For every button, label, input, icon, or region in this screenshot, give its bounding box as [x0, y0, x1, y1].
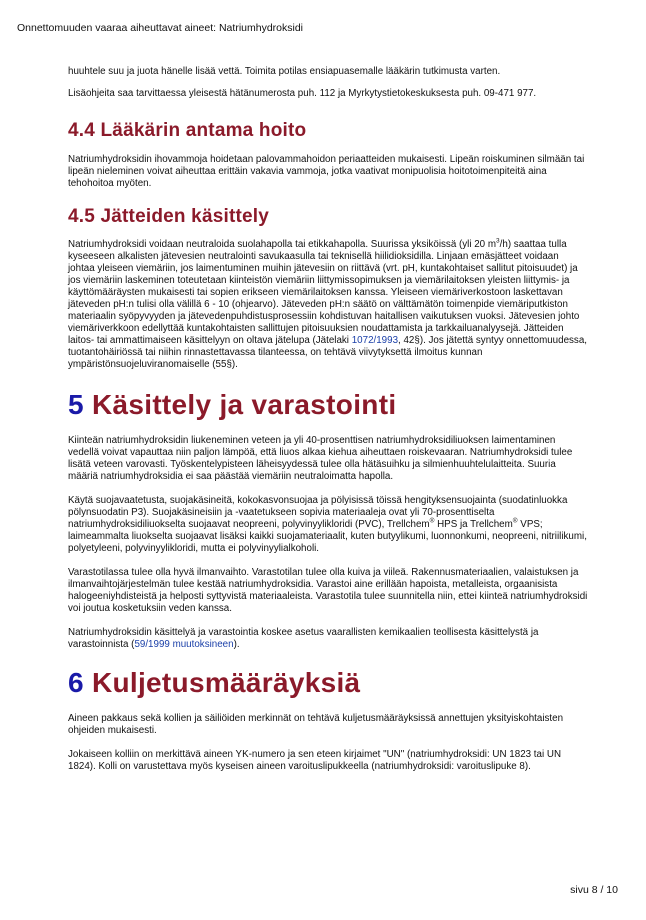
law-link-jatelaki[interactable]: 1072/1993 — [351, 335, 399, 346]
section-5-p4-b: ). — [233, 639, 240, 650]
registered-mark-1: ® — [429, 517, 435, 525]
section-6-title — [68, 667, 588, 699]
paragraph-first-aid: huuhtele suu ja juota hänelle lisää vettä. Toimita potilas ensiapuasemalle lääkärin tutkimusta varten. — [68, 66, 501, 77]
law-link-asetus[interactable]: 59/1999 muutoksineen — [134, 639, 234, 650]
section-5-number: 5 — [68, 389, 84, 420]
section-5-p2-a: Käytä suojavaatetusta, suojakäsineitä, kokokasvonsuojaa ja pölyisissä töissä hengityksensuojainta (suodatinluokka pölynsuodatin P3). Suojakäsineisiin ja -vaatetukseen sopivia materiaaleja ovat yli 70-prosenttiselta natriumhydroksidiliuokselta suojaavat neopreeni, polyvinyylikloridi (PVC), Trellchem — [68, 495, 568, 530]
section-6-number: 6 — [68, 667, 84, 698]
section-4-5-text-a: Natriumhydroksidi voidaan neutraloida suolahapolla tai etikkahapolla. Suurissa yksiköissä (yli 20 m — [68, 239, 497, 250]
section-5-title — [68, 389, 588, 421]
section-4-5-text-c: , 42§). Jos jätettä syntyy onnettomuudessa, tuotantohäiriössä tai niihin rinnastettavassa tilanteessa, on tehtävä viivytyksettä ilmoitus kunnan ympäristönsuojeluviranomaiselle (55§). — [68, 335, 587, 370]
page-number: sivu 8 / 10 — [570, 884, 618, 896]
page-header: Onnettomuuden vaaraa aiheuttavat aineet: Natriumhydroksidi — [17, 22, 304, 34]
section-5-heading: Käsittely ja varastointi — [91, 389, 397, 420]
section-5-paragraph-4 — [68, 627, 588, 651]
section-6-paragraph-1: Aineen pakkaus sekä kollien ja säiliöiden merkinnät on tehtävä kuljetusmääräyksissä annettujen yksityiskohtaisten ohjeiden mukaisesti. — [68, 713, 564, 736]
document-body — [68, 66, 588, 773]
section-5-p4-a: Natriumhydroksidin käsittelyä ja varastointia koskee asetus vaarallisten kemikaalien teollisesta käsittelystä ja varastoinnista ( — [68, 627, 539, 650]
section-5-p2-c: VPS; laimeammalta liuokselta suojaavat lisäksi kaikki suojamateriaalit, kuten butyylikumi, luonnonkumi, neopreeni, nitriilikumi, polyetyleeni, polyvinyylikloridi, mutta ei polyvinyylialkoholi. — [68, 519, 587, 554]
registered-mark-2: ® — [512, 517, 518, 525]
section-6-heading: Kuljetusmääräyksiä — [91, 667, 361, 698]
section-4-4-title: 4.4 Lääkärin antama hoito — [68, 120, 307, 141]
section-5-paragraph-2 — [68, 495, 588, 555]
section-4-5-text-b: /h) saattaa tulla kyseeseen alkalisten jätevesien neutralointi savukaasulla tai teknisellä hiilidioksidilla. Linjaan emäsjätteet voidaan johtaa yleiseen viemäriin, jos laimentuminen muihin jätevesiin on riittävä (vrt. pH, kuntakohtaiset sallitut pitoisuudet) ja jos viemäriin laskeminen toteutetaan kiinteistön viemäriin liittymissopimuksen ja viemärilaitoksen yleisten liittymis- ja käyttömääräysten mukaisesti tai sopien erikseen viemärilaitoksen kanssa. Yleiseen viemäriverkostoon laskettavan jäteveden pH:n tulisi olla välillä 6 - 10 (ohjearvo). Jäteveden pH:n säätö on välttämätön toimenpide viemäriputkiston materiaalin syöpyvyyden ja jätevedenpuhdistusprosessiin kohdistuvan haitallisen vaikutuksen vuoksi. Jätevesien johto viemäriverkkoon edellyttää kuntakohtaisten sallittujen pitoisuuksien noudattamista ja tarkkailuanalyysejä. Jätteiden laitos- tai ammattimaiseen käsittelyyn on oltava jätelupa (Jätelaki — [68, 239, 580, 346]
section-4-5-text — [68, 239, 588, 371]
section-4-5-title: 4.5 Jätteiden käsittely — [68, 206, 270, 227]
paragraph-emergency-numbers: Lisäohjeita saa tarvittaessa yleisestä hätänumerosta puh. 112 ja Myrkytystietokeskuksesta puh. 09-471 977. — [68, 88, 537, 99]
section-5-p2-b: HPS ja Trellchem — [434, 519, 513, 530]
section-5-paragraph-1: Kiinteän natriumhydroksidin liukeneminen veteen ja yli 40-prosenttisen natriumhydroksidiliuoksen laimentaminen vedellä voivat vapauttaa niin paljon lämpöä, että liuos alkaa kiehua aiheuttaen roiskevaaran. Natriumhydroksidi tulee lisätä veteen varovasti. Työskentelypisteen läheisyydessä tulee olla hätäsuihku ja silmienhuuhtelulaitteita. Suuria määriä natriumhydroksidia ei saa päästää viemäriin neutraloimatta hapolla. — [68, 435, 573, 482]
section-4-4-text: Natriumhydroksidin ihovammoja hoidetaan palovammahoidon periaatteiden mukaisesti. Lipeän roiskuminen silmään tai lipeän nieleminen voivat aiheuttaa erittäin vakavia vammoja, jotka vaativat monipuolisia hoitotoimenpiteitä aina tehohoitoa myöten. — [68, 154, 585, 189]
superscript-3: 3 — [496, 237, 500, 245]
section-5-paragraph-3: Varastotilassa tulee olla hyvä ilmanvaihto. Varastotilan tulee olla kuiva ja viileä. Rakennusmateriaalien, valaistuksen ja ilmanvaihtojärjestelmän tulee kestää natriumhydroksidia. Varastoi aine erillään hapoista, metalleista, orgaanisista halogeeniyhdisteistä ja helposti syttyvistä materiaaleista. Varastotila tulee suunnitella niin, ettei kiinteä natriumhydroksidi voi joutua kosketuksiin veden kanssa. — [68, 567, 588, 614]
section-6-paragraph-2: Jokaiseen kolliin on merkittävä aineen YK-numero ja sen eteen kirjaimet "UN" (natriumhydroksidi: UN 1823 tai UN 1824). Kolli on varustettava myös kyseisen aineen varoituslipukkeella (natriumhydroksidi: varoituslipuke 8). — [68, 749, 562, 772]
